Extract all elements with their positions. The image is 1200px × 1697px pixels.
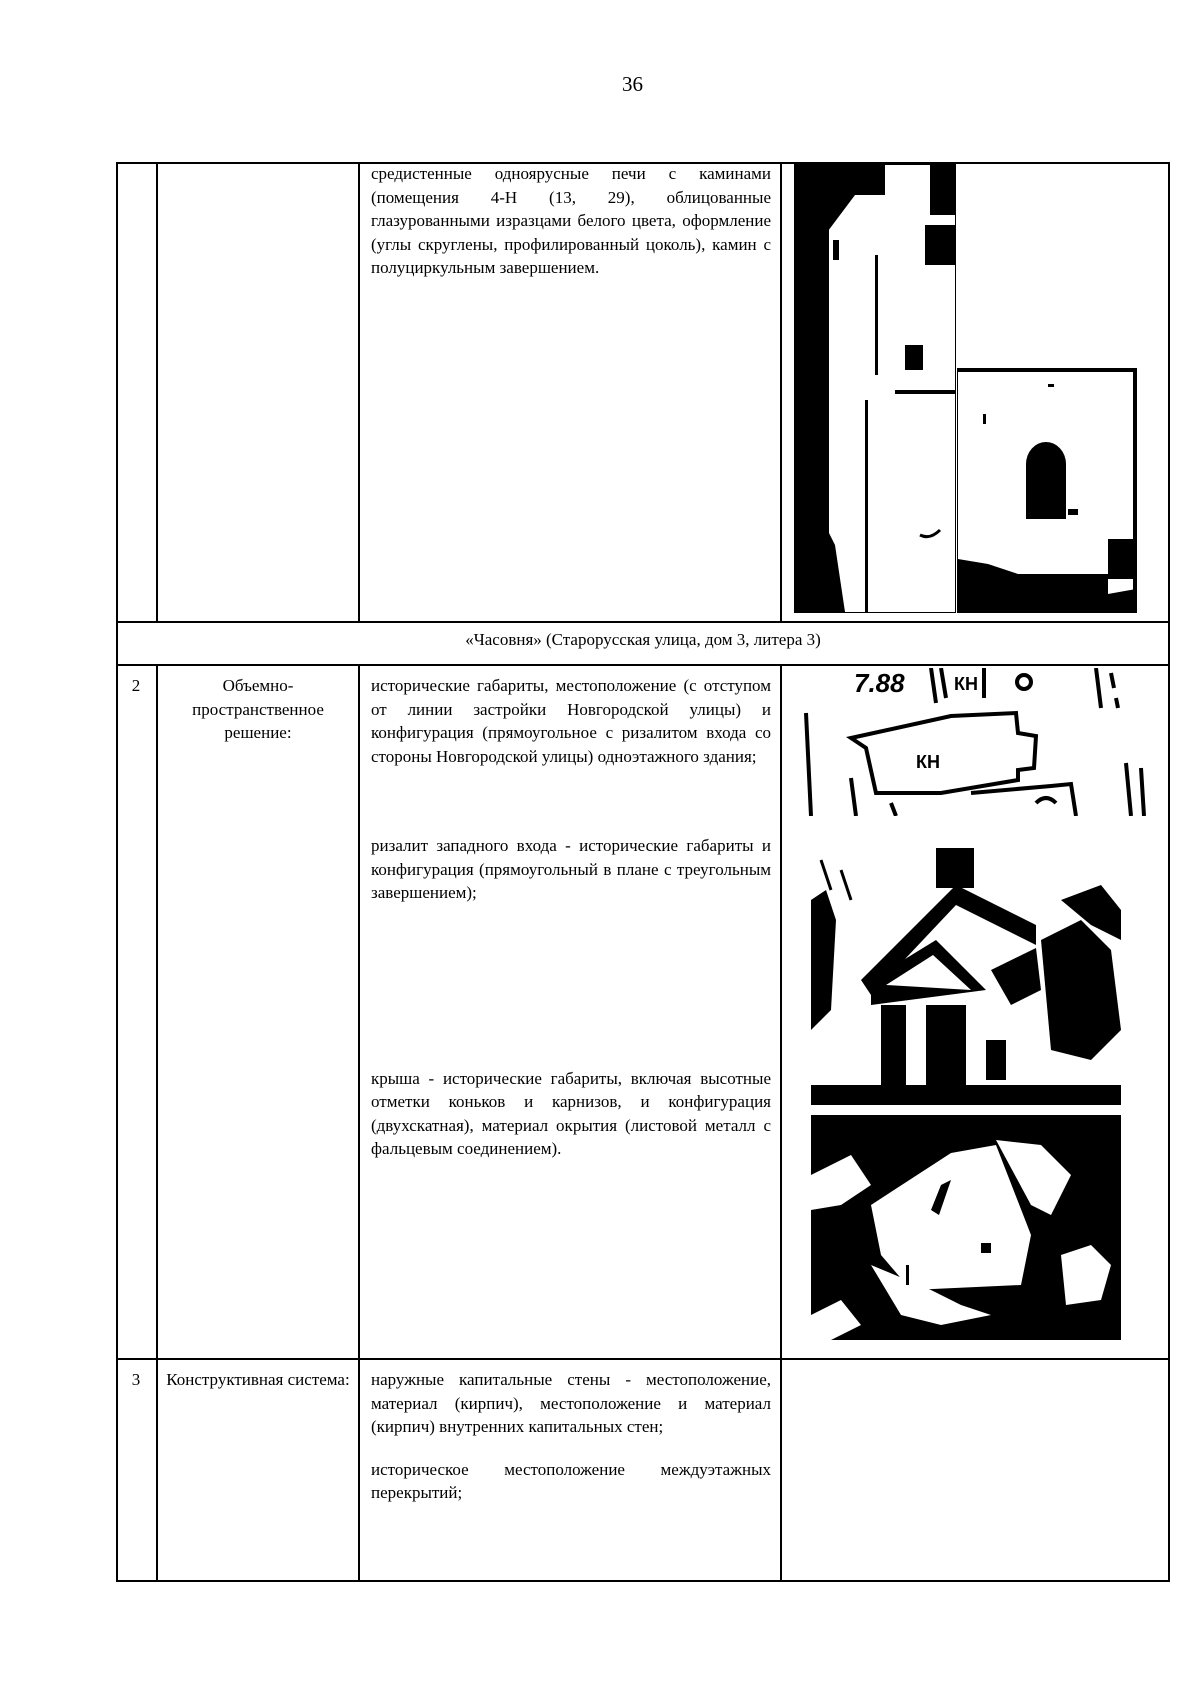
row-number: 3 (131, 1370, 141, 1389)
plan-number-label: 7.88 (854, 668, 905, 698)
plan-kn-top-label: КН (954, 674, 978, 694)
description-paragraph: крыша - исторические габариты, включая высотные отметки коньков и карнизов, и конфигурация (двухскатная), материал окрытия (листовой металл с фальцевым соединением). (371, 1068, 771, 1158)
chapel-roof-photo (811, 1115, 1121, 1340)
description-paragraph: историческое местоположение междуэтажных перекрытий; (371, 1459, 771, 1502)
chapel-entrance-photo (811, 830, 1121, 1105)
stove-photo (794, 164, 956, 613)
row-description (371, 674, 771, 1161)
plan-kn-main-label: КН (916, 752, 940, 772)
description-paragraph: средистенные одноярусные печи с каминами (помещения 4-Н (13, 29), облицованные глазурованными изразцами белого цвета, оформление (углы скруглены, профилированный цоколь), камин с полуциркульным завершением. (371, 164, 771, 277)
row-label: Объемно-пространственное решение: (192, 676, 324, 742)
description-paragraph: наружные капитальные стены - местоположение, материал (кирпич), местоположение и материал (кирпич) внутренних капитальных стен; (371, 1370, 771, 1436)
page-number: 36 (622, 72, 643, 96)
row-number: 2 (131, 676, 141, 695)
section-title: «Часовня» (Старорусская улица, дом 3, литера 3) (465, 630, 821, 649)
cadastral-plan-image (796, 668, 1161, 816)
row-label: Конструктивная система: (166, 1370, 350, 1389)
protected-features-table (116, 162, 1170, 1582)
row-continuation-description (371, 162, 771, 280)
row-description (371, 1368, 771, 1505)
description-paragraph: исторические габариты, местоположение (с отступом от линии застройки Новгородской улицы) и конфигурация (прямоугольное с ризалитом входа со стороны Новгородской улицы) одноэтажного здания; (371, 676, 771, 766)
fireplace-photo (957, 368, 1137, 613)
description-paragraph: ризалит западного входа - исторические габариты и конфигурация (прямоугольный в плане с треугольным завершением); (371, 836, 771, 902)
